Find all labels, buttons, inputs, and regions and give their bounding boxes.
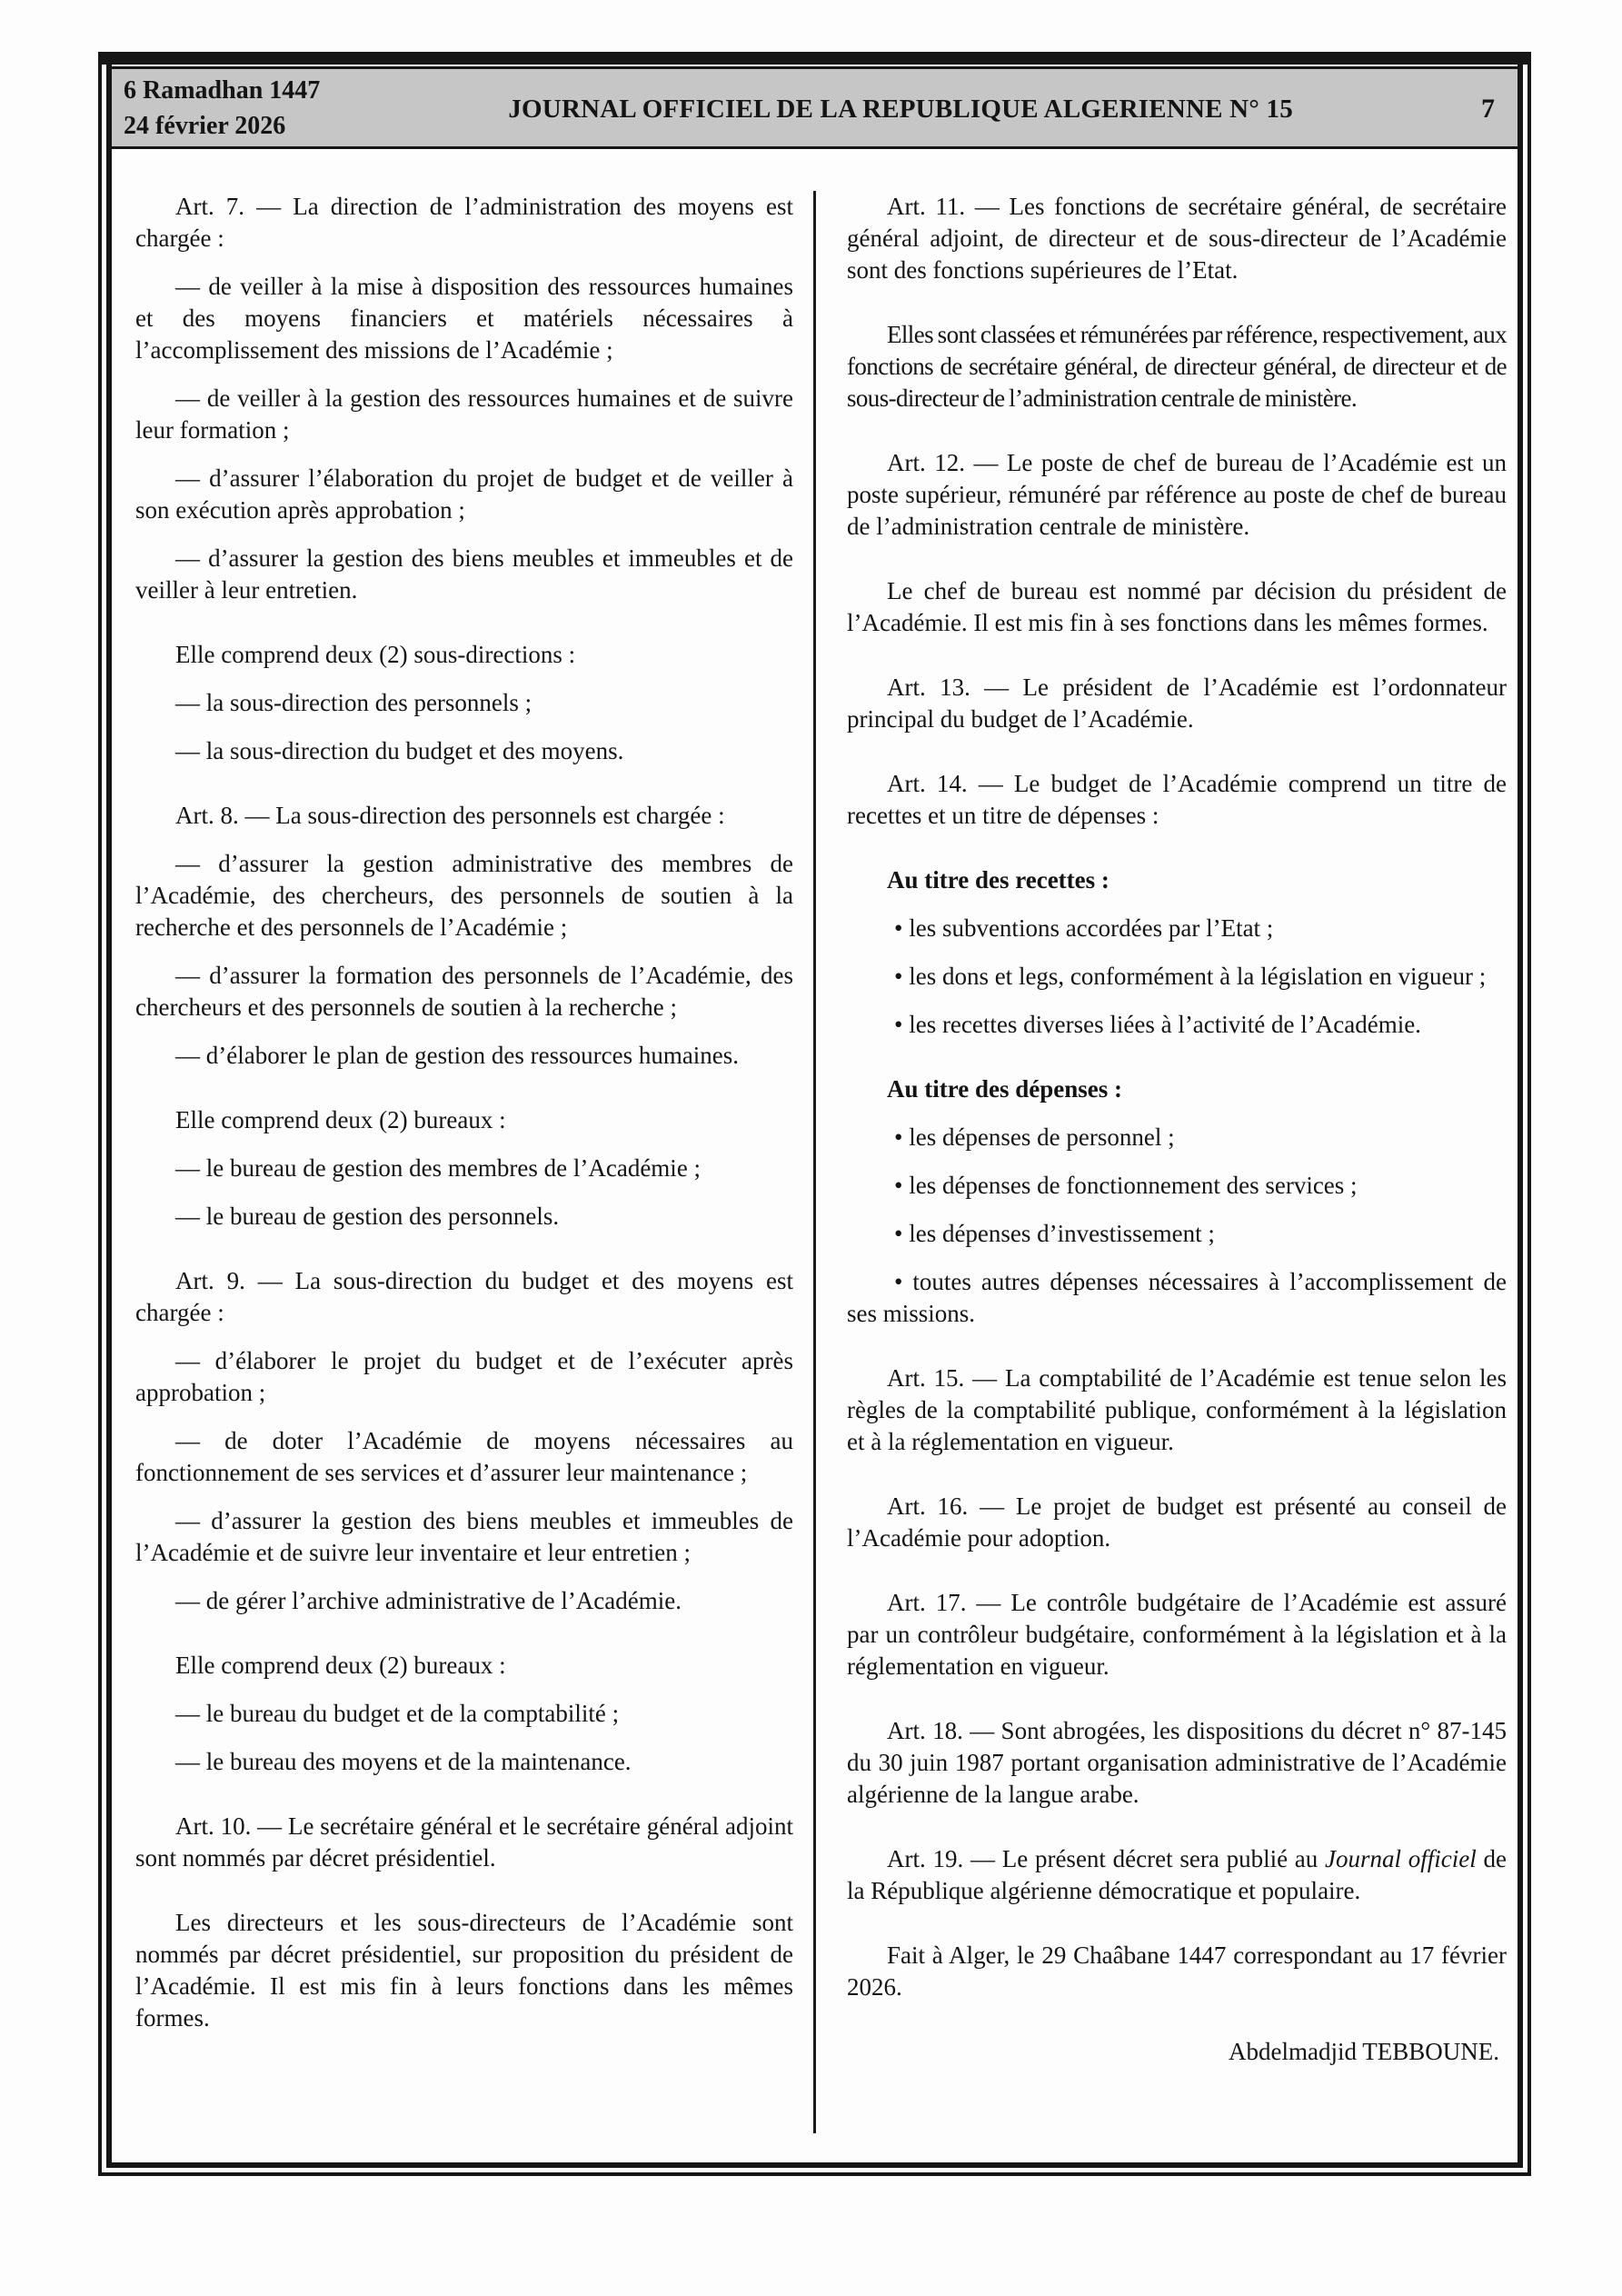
header-dates bbox=[124, 73, 320, 144]
bullet-item: • toutes autres dépenses nécessaires à l’accomplissement de ses missions. bbox=[847, 1268, 1507, 1327]
paragraph: Art. 10. — Le secrétaire général et le secrétaire général adjoint sont nommés par décret présidentiel. bbox=[135, 1812, 793, 1872]
dash-item: — d’élaborer le projet du budget et de l’exécuter après approbation ; bbox=[135, 1347, 793, 1406]
dash-item: — la sous-direction des personnels ; bbox=[175, 689, 532, 716]
dash-item: — le bureau des moyens et de la maintenance. bbox=[175, 1748, 632, 1775]
dash-item: — de doter l’Académie de moyens nécessaires au fonctionnement de ses services et d’assurer leur maintenance ; bbox=[135, 1427, 793, 1486]
paragraph: Art. 9. — La sous-direction du budget et des moyens est chargée : bbox=[135, 1267, 793, 1326]
article: Art. 11. — Les fonctions de secrétaire général, de secrétaire général adjoint, de directeur et de sous-directeur de l’Académie sont des fonctions supérieures de l’Etat. bbox=[847, 193, 1507, 284]
text-segment: de la République algérienne démocratique et populaire. bbox=[847, 1845, 1507, 1904]
journal-title: JOURNAL OFFICIEL DE LA REPUBLIQUE ALGERIENNE N° 15 bbox=[508, 95, 1293, 124]
dash-item: — d’élaborer le plan de gestion des ressources humaines. bbox=[175, 1042, 740, 1069]
text-segment: Art. 19. — Le présent décret sera publié au bbox=[887, 1845, 1326, 1872]
header-band bbox=[112, 66, 1518, 149]
italic-text: Journal officiel bbox=[1325, 1845, 1477, 1872]
paragraph: Elles sont classées et rémunérées par référence, respectivement, aux fonctions de secrétaire général, de directeur général, de directeur et de sous-directeur de l’administration centrale de ministère. bbox=[847, 321, 1507, 412]
dash-item: — d’assurer la formation des personnels de l’Académie, des chercheurs et des personnels de soutien à la recherche ; bbox=[135, 962, 793, 1021]
bullet-item: • les dons et legs, conformément à la législation en vigueur ; bbox=[894, 963, 1487, 990]
dash-item: — le bureau de gestion des membres de l’Académie ; bbox=[175, 1154, 702, 1182]
article: Art. 7. — La direction de l’administration des moyens est chargée : bbox=[135, 193, 793, 252]
paragraph: Les directeurs et les sous-directeurs de l’Académie sont nommés par décret présidentiel, sur proposition du président de l’Académie. Il est mis fin à leurs fonctions dans les mêmes formes. bbox=[135, 1909, 793, 2031]
paragraph: Elle comprend deux (2) sous-directions : bbox=[175, 641, 576, 668]
paragraph: Art. 12. — Le poste de chef de bureau de l’Académie est un poste supérieur, rémunéré par référence au poste de chef de bureau de l’administration centrale de ministère. bbox=[847, 449, 1507, 540]
paragraph: Art. 14. — Le budget de l’Académie comprend un titre de recettes et un titre de dépenses : bbox=[847, 770, 1507, 829]
paragraph: Art. 8. — La sous-direction des personnels est chargée : bbox=[175, 802, 725, 829]
page-number: 7 bbox=[1481, 93, 1495, 124]
dash-item: — de veiller à la mise à disposition des ressources humaines et des moyens financiers et matériels nécessaires à l’accomplissement des missions de l’Académie ; bbox=[135, 273, 793, 364]
dash-item: — le bureau du budget et de la comptabilité ; bbox=[175, 1700, 620, 1727]
left-column bbox=[112, 191, 813, 2162]
dash-item: — de gérer l’archive administrative de l’Académie. bbox=[175, 1587, 682, 1614]
bullet-item: • les dépenses de fonctionnement des services ; bbox=[894, 1172, 1358, 1199]
right-column bbox=[816, 191, 1518, 2162]
paragraph: Art. 13. — Le président de l’Académie est l’ordonnateur principal du budget de l’Académie. bbox=[847, 674, 1507, 733]
paragraph: Fait à Alger, le 29 Chaâbane 1447 correspondant au 17 février 2026. bbox=[847, 1942, 1507, 2001]
dash-item: — la sous-direction du budget et des moyens. bbox=[175, 737, 624, 764]
bullet-item: • les dépenses de personnel ; bbox=[894, 1123, 1175, 1151]
paragraph: Elle comprend deux (2) bureaux : bbox=[175, 1106, 506, 1133]
dash-item: — le bureau de gestion des personnels. bbox=[175, 1203, 560, 1230]
dash-item: — d’assurer la gestion des biens meubles et immeubles de l’Académie et de suivre leur inventaire et leur entretien ; bbox=[135, 1507, 793, 1566]
bullet-item: • les dépenses d’investissement ; bbox=[894, 1220, 1215, 1247]
dash-item: — d’assurer la gestion des biens meubles et immeubles et de veiller à leur entretien. bbox=[135, 544, 793, 604]
subheading: Au titre des recettes : bbox=[887, 866, 1110, 893]
page-frame bbox=[98, 52, 1531, 2176]
two-column-body bbox=[112, 149, 1518, 2162]
page-frame-inner bbox=[106, 65, 1523, 2168]
subheading: Au titre des dépenses : bbox=[887, 1075, 1122, 1103]
bullet-item: • les subventions accordées par l’Etat ; bbox=[894, 914, 1274, 942]
paragraph: Art. 17. — Le contrôle budgétaire de l’Académie est assuré par un contrôleur budgétaire, conformément à la législation et à la réglementation en vigueur. bbox=[847, 1589, 1507, 1680]
paragraph: Le chef de bureau est nommé par décision du président de l’Académie. Il est mis fin à ses fonctions dans les mêmes formes. bbox=[847, 577, 1507, 636]
dash-item: — d’assurer la gestion administrative des membres de l’Académie, des chercheurs, des personnels de soutien à la recherche et des personnels de l’Académie ; bbox=[135, 850, 793, 941]
paragraph: Art. 16. — Le projet de budget est présenté au conseil de l’Académie pour adoption. bbox=[847, 1492, 1507, 1552]
hijri-date: 6 Ramadhan 1447 bbox=[124, 75, 321, 105]
dash-item: — de veiller à la gestion des ressources humaines et de suivre leur formation ; bbox=[135, 384, 793, 444]
paragraph bbox=[847, 1843, 1507, 1907]
paragraph: Art. 18. — Sont abrogées, les dispositions du décret n° 87-145 du 30 juin 1987 portant organisation administrative de l’Académie algérienne de la langue arabe. bbox=[847, 1717, 1507, 1808]
gregorian-date: 24 février 2026 bbox=[124, 111, 286, 140]
paragraph: Elle comprend deux (2) bureaux : bbox=[175, 1652, 506, 1679]
bullet-item: • les recettes diverses liées à l’activité de l’Académie. bbox=[894, 1011, 1421, 1038]
signature: Abdelmadjid TEBBOUNE. bbox=[1229, 2038, 1499, 2065]
paragraph: Art. 15. — La comptabilité de l’Académie est tenue selon les règles de la comptabilité publique, conformément à la législation et à la réglementation en vigueur. bbox=[847, 1364, 1507, 1455]
dash-item: — d’assurer l’élaboration du projet de budget et de veiller à son exécution après approbation ; bbox=[135, 464, 793, 524]
